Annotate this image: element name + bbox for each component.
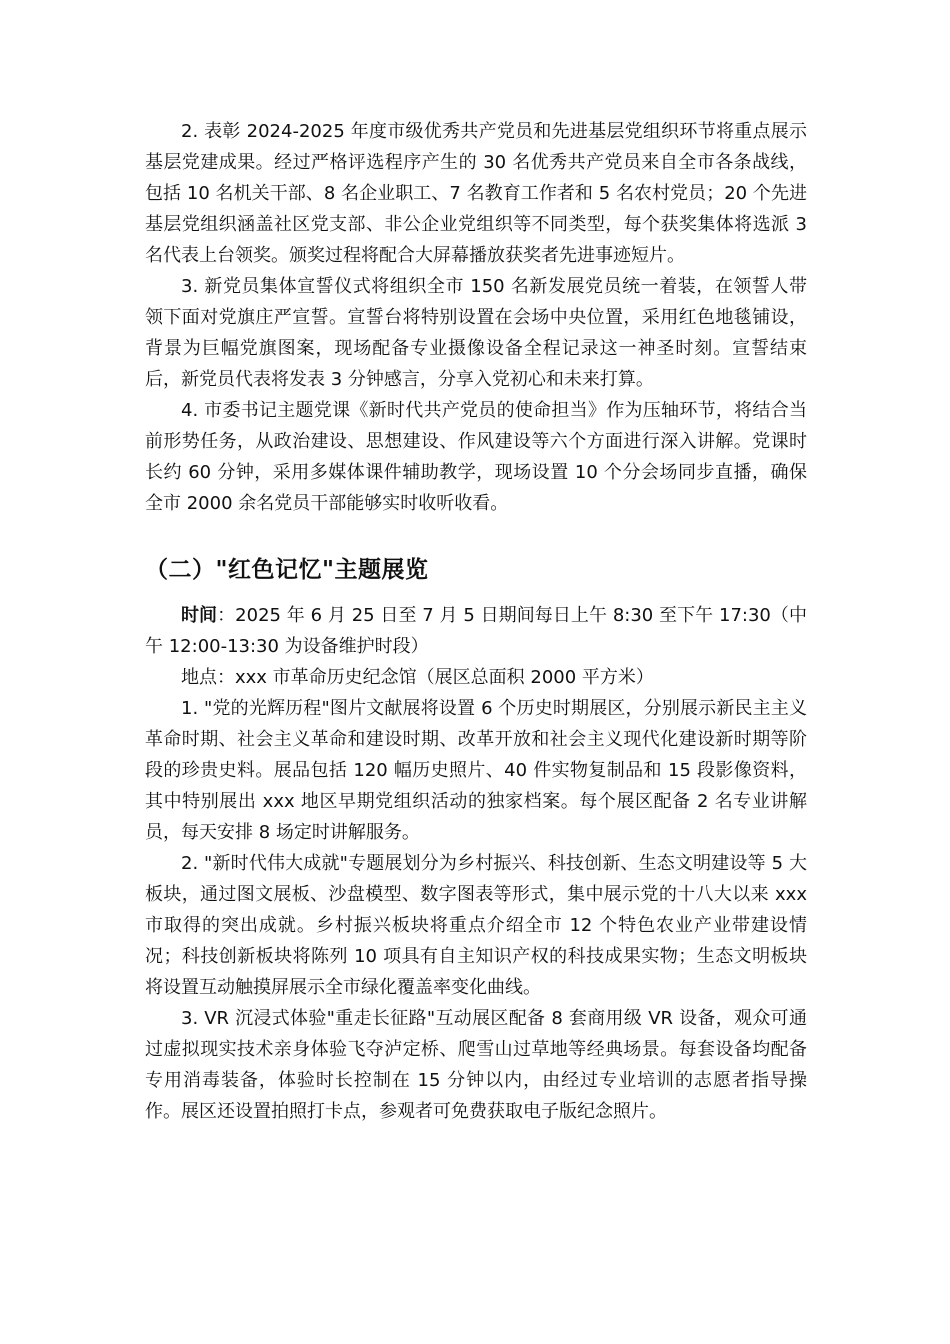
- paragraph-award-ceremony: 2. 表彰 2024-2025 年度市级优秀共产党员和先进基层党组织环节将重点展示基层党建成果。经过严格评选程序产生的 30 名优秀共产党员来自全市各条战线，包括 10 名机关干部、8 名企业职工、7 名教育工作者和 5 名农村党员；20 个先进基层党组织涵盖社区党支部、非公企业党组织等不同类型，每个获奖集体将选派 3 名代表上台领奖。颁奖过程将配合大屏幕播放获奖者先进事迹短片。: [145, 121, 807, 266]
- paragraph-vr-experience: 3. VR 沉浸式体验"重走长征路"互动展区配备 8 套商用级 VR 设备，观众可通过虚拟现实技术亲身体验飞夺泸定桥、爬雪山过草地等经典场景。每套设备均配备专用消毒装备，体验时长控制在 15 分钟以内，由经过专业培训的志愿者指导操作。展区还设置拍照打卡点，参观者可免费获取电子版纪念照片。: [145, 1008, 807, 1122]
- time-value: ：2025 年 6 月 25 日至 7 月 5 日期间每日上午 8:30 至下午 17:30（中午 12:00-13:30 为设备维护时段）: [145, 605, 807, 657]
- paragraph-achievements-exhibit: 2. "新时代伟大成就"专题展划分为乡村振兴、科技创新、生态文明建设等 5 大板块，通过图文展板、沙盘模型、数字图表等形式，集中展示党的十八大以来 xxx 市取得的突出成就。乡村振兴板块将重点介绍全市 12 个特色农业产业带建设情况；科技创新板块将陈列 10 项具有自主知识产权的科技成果实物；生态文明板块将设置互动触摸屏展示全市绿化覆盖率变化曲线。: [145, 853, 807, 998]
- paragraph-exhibition-location: 地点：xxx 市革命历史纪念馆（展区总面积 2000 平方米）: [181, 667, 654, 688]
- section-heading-exhibition: （二）"红色记忆"主题展览: [145, 557, 429, 583]
- time-label: 时间: [181, 605, 218, 626]
- paragraph-photo-exhibit: 1. "党的光辉历程"图片文献展将设置 6 个历史时期展区，分别展示新民主主义革命时期、社会主义革命和建设时期、改革开放和社会主义现代化建设新时期等阶段的珍贵史料。展品包括 120 幅历史照片、40 件实物复制品和 15 段影像资料，其中特别展出 xxx 地区早期党组织活动的独家档案。每个展区配备 2 名专业讲解员，每天安排 8 场定时讲解服务。: [145, 698, 807, 843]
- paragraph-oath-ceremony: 3. 新党员集体宣誓仪式将组织全市 150 名新发展党员统一着装，在领誓人带领下面对党旗庄严宣誓。宣誓台将特别设置在会场中央位置，采用红色地毯铺设，背景为巨幅党旗图案，现场配备专业摄像设备全程记录这一神圣时刻。宣誓结束后，新党员代表将发表 3 分钟感言，分享入党初心和未来打算。: [145, 276, 807, 390]
- document-page: [145, 116, 807, 1127]
- paragraph-party-lecture: 4. 市委书记主题党课《新时代共产党员的使命担当》作为压轴环节，将结合当前形势任务，从政治建设、思想建设、作风建设等六个方面进行深入讲解。党课时长约 60 分钟，采用多媒体课件辅助教学，现场设置 10 个分会场同步直播，确保全市 2000 余名党员干部能够实时收听收看。: [145, 400, 807, 514]
- paragraph-exhibition-time: [145, 600, 807, 662]
